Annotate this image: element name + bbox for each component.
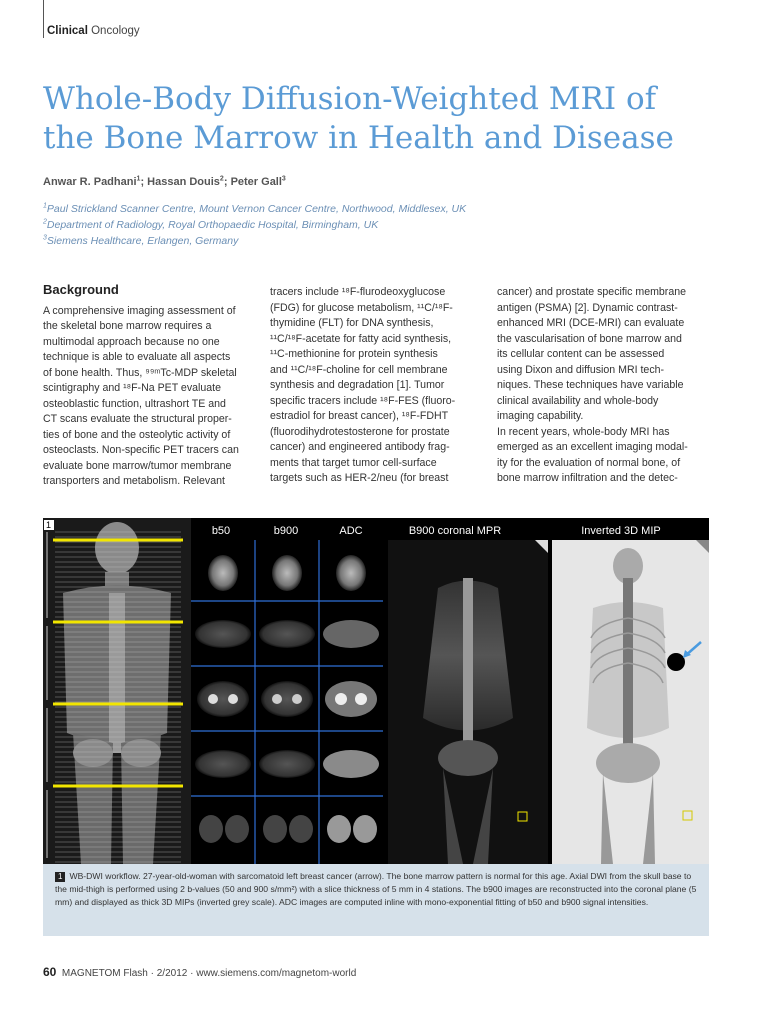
text-line: CT scans evaluate the structural proper- xyxy=(43,413,232,425)
text-line: osteoblastic function, ultrashort TE and xyxy=(43,397,226,410)
column-body xyxy=(497,285,711,487)
text-line: tracers include ¹⁸F-flurodeoxyglucose xyxy=(270,286,446,298)
text-line: the skeletal bone marrow requires a xyxy=(43,320,212,332)
column-body xyxy=(43,304,257,490)
text-line: the vascularisation of bone marrow and xyxy=(497,332,682,345)
page-footer xyxy=(43,965,356,979)
text-line: ties of bone and the osteolytic activity of xyxy=(43,428,231,441)
text-column-1 xyxy=(43,282,257,490)
text-line: thymidine (FLT) for DNA synthesis, xyxy=(270,317,434,329)
text-line: and ¹¹C/¹⁸F-choline for cell membrane xyxy=(270,363,448,376)
text-line: niques. These techniques have variable xyxy=(497,379,684,391)
text-line: its cellular content can be assessed xyxy=(497,348,665,360)
text-line: evaluate bone marrow/tumor membrane xyxy=(43,459,232,472)
text-line: synthesis and degradation [1]. Tumor xyxy=(270,379,445,391)
text-line: multimodal approach because no one xyxy=(43,335,220,348)
affiliation: $^1$Paul Strickland Scanner Centre, Mount Vernon Cancer Centre, Northwood, Middlesex, UK xyxy=(43,202,467,215)
text-line: clinical availability and whole-body xyxy=(497,394,659,407)
text-line: using Dixon and diffusion MRI tech- xyxy=(497,363,665,376)
caption-figure-number: 1 xyxy=(55,872,65,882)
text-line: scintigraphy and ¹⁸F-Na PET evaluate xyxy=(43,382,221,394)
author-list: Anwar R. Padhani$^1$; Hassan Douis$^2$; Peter Gall$^3$ xyxy=(43,175,286,188)
running-header: Clinical Oncology xyxy=(47,25,140,37)
page-number: 60 xyxy=(43,965,57,979)
header-rule xyxy=(43,0,44,38)
text-line: transporters and metabolism. Relevant xyxy=(43,475,225,487)
affiliation: $^3$Siemens Healthcare, Erlangen, Germany xyxy=(43,234,239,247)
text-line: cancer) and engineered antibody frag- xyxy=(270,441,450,453)
text-column-3 xyxy=(497,285,711,487)
text-line: targets such as HER-2/neu (for breast xyxy=(270,472,449,484)
text-line: cancer) and prostate specific membrane xyxy=(497,286,687,298)
caption-text: WB-DWI workflow. 27-year-old-woman with sarcomatoid left breast cancer (arrow). The bone marrow pattern is normal for this age. Axial DWI from the skull base to the mid-thigh is performed using 2 b-values (50 and 900 s/mm²) with a slice thickness of 5 mm in 4 stations. The b900 images are reconstructed into the coronal plane (5 mm) and displayed as thick 3D MIPs (inverted grey scale). ADC images are computed inline with mono-exponential fitting of b50 and b900 signal intensities. xyxy=(55,871,697,907)
text-line: of bone health. Thus, ⁹⁹ᵐTc-MDP skeletal xyxy=(43,366,237,379)
text-line: A comprehensive imaging assessment of xyxy=(43,304,236,317)
text-line: ity for the evaluation of normal bone, of xyxy=(497,456,681,469)
text-line: technique is able to evaluate all aspects xyxy=(43,351,231,363)
text-line: enhanced MRI (DCE-MRI) can evaluate xyxy=(497,317,685,329)
figure-number: 1 xyxy=(46,520,52,530)
affiliation: $^2$Department of Radiology, Royal Orthopaedic Hospital, Birmingham, UK xyxy=(43,218,379,231)
figure-1-mri-panel xyxy=(43,518,709,864)
text-line: bone marrow infiltration and the detec- xyxy=(497,472,678,484)
figure-caption xyxy=(43,864,709,936)
label-coronal-mpr: B900 coronal MPR xyxy=(408,525,502,537)
label-b900: b900 xyxy=(273,525,299,537)
affiliations xyxy=(43,201,466,249)
mri-figure-graphic xyxy=(43,518,709,864)
article-title: Whole-Body Diffusion-Weighted MRI of the Bone Marrow in Health and Disease xyxy=(43,81,674,156)
footer-text: MAGNETOM Flash · 2/2012 · www.siemens.com/magnetom-world xyxy=(61,968,357,979)
label-b50: b50 xyxy=(211,525,231,537)
column-body xyxy=(270,285,484,487)
lesion-marker xyxy=(667,653,685,671)
text-line: (fluorodihydrotestosterone for prostate xyxy=(270,425,450,438)
text-line: imaging capability. xyxy=(497,410,584,422)
text-column-2 xyxy=(270,285,484,487)
text-line: estradiol for breast cancer), ¹⁸F-FDHT xyxy=(270,410,449,422)
text-line: antigen (PSMA) [2]. Dynamic contrast- xyxy=(497,301,678,314)
text-line: In recent years, whole-body MRI has xyxy=(497,425,670,438)
section-heading: Background xyxy=(43,282,119,297)
text-line: osteoclasts. Non-specific PET tracers can xyxy=(43,444,239,456)
text-line: ¹¹C-methionine for protein synthesis xyxy=(270,348,438,360)
text-line: ¹¹C/¹⁸F-acetate for fatty acid synthesis, xyxy=(270,332,452,345)
label-adc: ADC xyxy=(339,525,363,537)
text-line: emerged as an excellent imaging modal- xyxy=(497,441,688,453)
label-inverted-mip: Inverted 3D MIP xyxy=(581,525,661,537)
text-line: specific tracers include ¹⁸F-FES (fluoro- xyxy=(270,394,456,407)
text-line: (FDG) for glucose metabolism, ¹¹C/¹⁸F- xyxy=(270,301,453,314)
text-line: ments that target tumor cell-surface xyxy=(270,456,437,469)
